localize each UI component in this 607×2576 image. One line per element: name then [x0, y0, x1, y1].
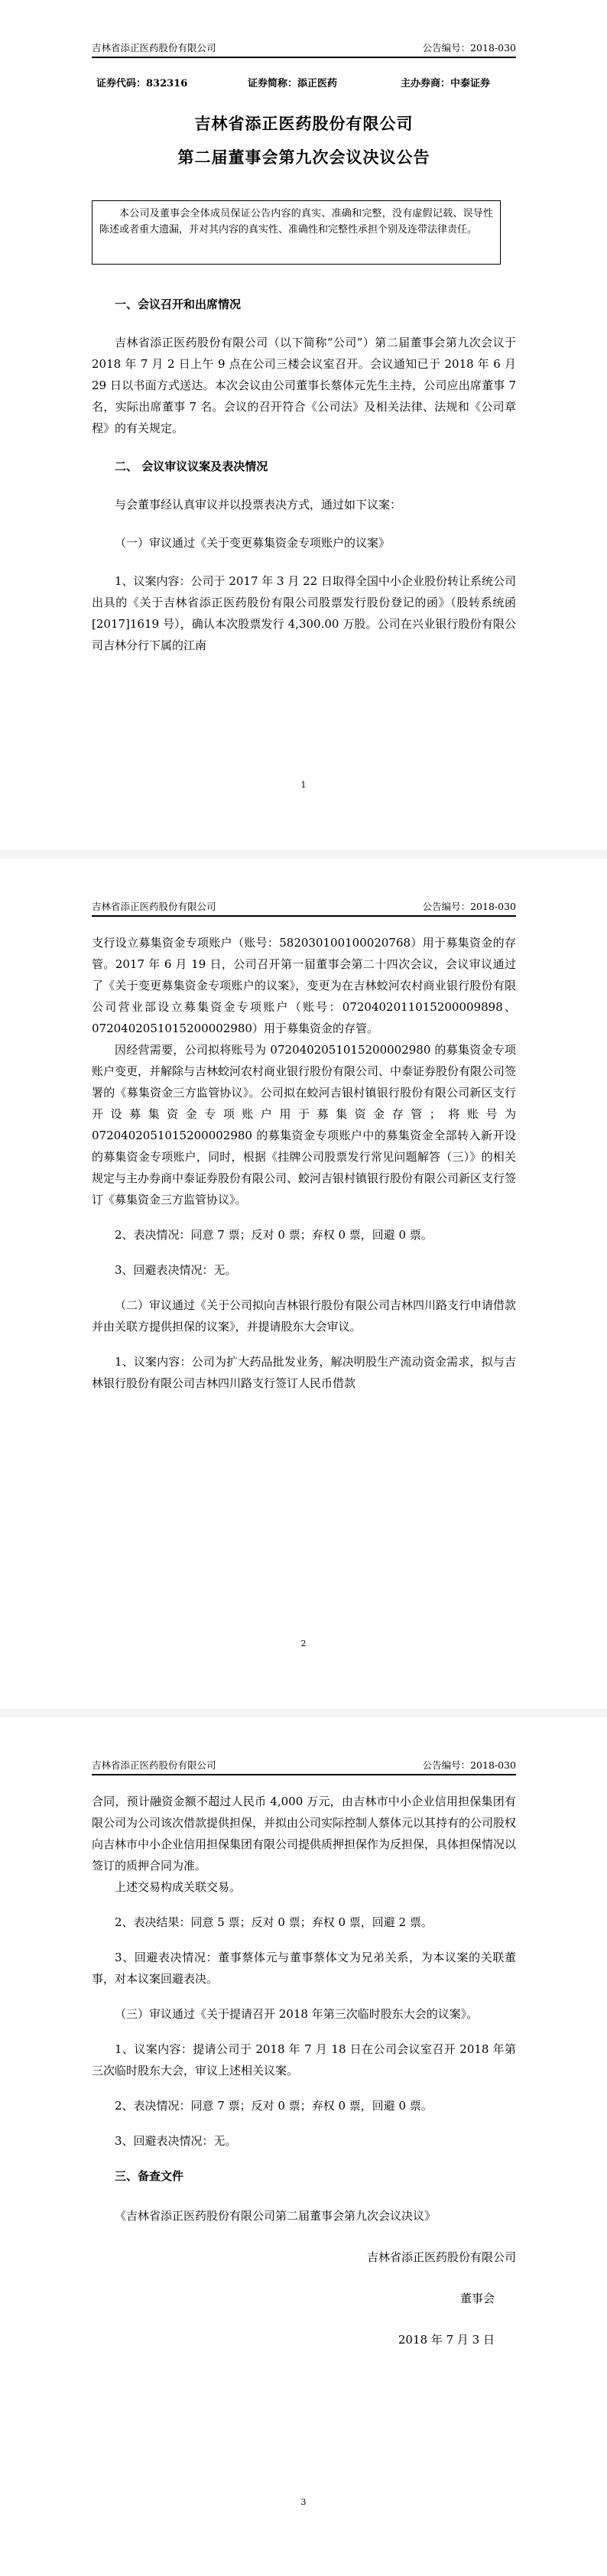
stock-name: 证券简称：添正医药 — [248, 78, 338, 89]
responsibility-notice: 本公司及董事会全体成员保证公告内容的真实、准确和完整，没有虚假记载、误导性陈述或者重大遗漏，并对其内容的真实性、准确性和完整性承担个别及连带法律责任。 — [92, 200, 501, 265]
page-header — [92, 900, 516, 917]
page-2 — [0, 859, 607, 1717]
page-header — [92, 41, 516, 58]
motion2-recusal: 3、回避表决情况：董事蔡体元与董事蔡体文为兄弟关系，为本议案的关联董事，对本议案回避表决。 — [92, 1951, 516, 1986]
header-company: 吉林省添正医药股份有限公司 — [92, 901, 216, 912]
section3-doc: 《吉林省添正医药股份有限公司第二届董事会第九次会议决议》 — [115, 2209, 437, 2223]
motion1-content-part1: 1、议案内容：公司于 2017 年 3 月 22 日取得全国中小企业股份转让系统公司出具的《关于吉林省添正医药股份有限公司股票发行股份登记的函》（股转系统函[2017]1619 号），确认本次股票发行 4,300.00 万股。公司在兴业银行股份有限公司吉林分行下属的江南 — [92, 574, 516, 652]
motion1-content-part3: 因经营需要，公司拟将账号为 0720402051015200002980 的募集资金专项账户变更，并解除与吉林蛟河农村商业银行股份有限公司、中泰证券股份有限公司签署的《募集资金三方监管协议》。公司拟在蛟河吉银村镇银行股份有限公司新区支行开设募集资金专项账户用于募集资金存管；将账号为 0720402051015200002980 的募集资金专项账户中的募集资金全部转入新开设的募集资金专项账户，同时，根据《挂牌公司股票发行常见问题解答（三）》的相关规定与主办券商中泰证券股份有限公司、蛟河吉银村镇银行股份有限公司新区支行签订《募集资金三方监管协议》。 — [92, 1043, 517, 1207]
page-number: 1 — [300, 780, 307, 790]
page-header — [92, 1759, 516, 1775]
motion2-content-part1: 1、议案内容：公司为扩大药品批发业务，解决明股生产流动资金需求，拟与吉林银行股份有限公司吉林四川路支行签订人民币借款 — [92, 1355, 516, 1390]
page2-body — [92, 932, 516, 1394]
motion3-recusal: 3、回避表决情况：无。 — [115, 2134, 237, 2148]
page-number: 3 — [300, 2497, 307, 2507]
stock-code: 证券代码：832316 — [96, 78, 188, 89]
page-3 — [0, 1717, 607, 2576]
motion1-title: （一）审议通过《关于变更募集资金专项账户的议案》 — [115, 536, 391, 550]
page-1 — [0, 0, 607, 859]
header-announcement-no: 公告编号：2018-030 — [422, 42, 516, 54]
motion3-content: 1、议案内容：提请公司于 2018 年 7 月 18 日在公司会议室召开 2018 年第三次临时股东大会，审议上述相关议案。 — [92, 2042, 516, 2077]
broker: 主办券商：中泰证券 — [401, 78, 491, 89]
signature-date: 2018 年 7 月 3 日 — [398, 2333, 495, 2347]
header-company: 吉林省添正医药股份有限公司 — [92, 1759, 216, 1771]
motion2-related: 上述交易构成关联交易。 — [115, 1880, 242, 1894]
motion1-recusal: 3、回避表决情况：无。 — [115, 1263, 237, 1277]
page1-body — [92, 294, 516, 656]
page3-body — [92, 1791, 516, 2350]
section2-heading: 二、 会议审议议案及表决情况 — [115, 460, 268, 473]
signature-board: 董事会 — [459, 2292, 495, 2305]
section3-heading: 三、备查文件 — [115, 2169, 184, 2183]
motion2-content-part2: 合同，预计融资金额不超过人民币 4,000 万元，由吉林市中小企业信用担保集团有限公司为公司该次借款提供担保，并拟由公司实际控制人蔡体元以其持有的公司股权向吉林市中小企业信用担保集团有限公司提供质押担保作为反担保，具体担保情况以签订的质押合同为准。 — [92, 1795, 517, 1873]
motion2-title: （二）审议通过《关于公司拟向吉林银行股份有限公司吉林四川路支行申请借款并由关联方提供担保的议案》，并提请股东大会审议。 — [92, 1298, 517, 1333]
title-line1: 吉林省添正医药股份有限公司 — [194, 114, 414, 133]
header-company: 吉林省添正医药股份有限公司 — [92, 42, 216, 54]
header-announcement-no: 公告编号：2018-030 — [422, 1759, 516, 1771]
title-line2: 第二届董事会第九次会议决议公告 — [177, 148, 430, 167]
page-number: 2 — [300, 1639, 307, 1649]
motion3-title: （三）审议通过《关于提请召开 2018 年第三次临时股东大会的议案》。 — [115, 2007, 479, 2021]
section1-body: 吉林省添正医药股份有限公司（以下简称“公司”）第二届董事会第九次会议于 2018 年 7 月 2 日上午 9 点在公司三楼会议室召开。会议通知已于 2018 年 6 月 29 日以书面方式送达。本次会议由公司董事长蔡体元先生主持，公司应出席董事 7 名，实际出席董事 7 名。会议的召开符合《公司法》及相关法律、法规和《公司章程》的有关规定。 — [92, 336, 516, 435]
section2-intro: 与会董事经认真审议并以投票表决方式，通过如下议案： — [115, 498, 402, 512]
motion2-vote: 2、表决结果：同意 5 票；反对 0 票；弃权 0 票，回避 2 票。 — [115, 1915, 433, 1929]
motion1-vote: 2、表决情况：同意 7 票；反对 0 票；弃权 0 票，回避 0 票。 — [115, 1228, 433, 1242]
header-announcement-no: 公告编号：2018-030 — [422, 901, 516, 912]
motion3-vote: 2、表决情况：同意 7 票；反对 0 票；弃权 0 票，回避 0 票。 — [115, 2099, 433, 2113]
motion1-content-part2: 支行设立募集资金专项账户（账号：582030100100020768）用于募集资金的存管。2017 年 6 月 19 日，公司召开第一届董事会第二十四次会议，会议审议通过了《关于变更募集资金专项账户的议案》，变更为在吉林蛟河农村商业银行股份有限公司营业部设立募集资金专项账户（账号：0720402011015200009898、0720402051015200002980）用于募集资金的存管。 — [92, 936, 516, 1035]
signature-company: 吉林省添正医药股份有限公司 — [366, 2250, 516, 2264]
section1-heading: 一、会议召开和出席情况 — [115, 297, 242, 311]
